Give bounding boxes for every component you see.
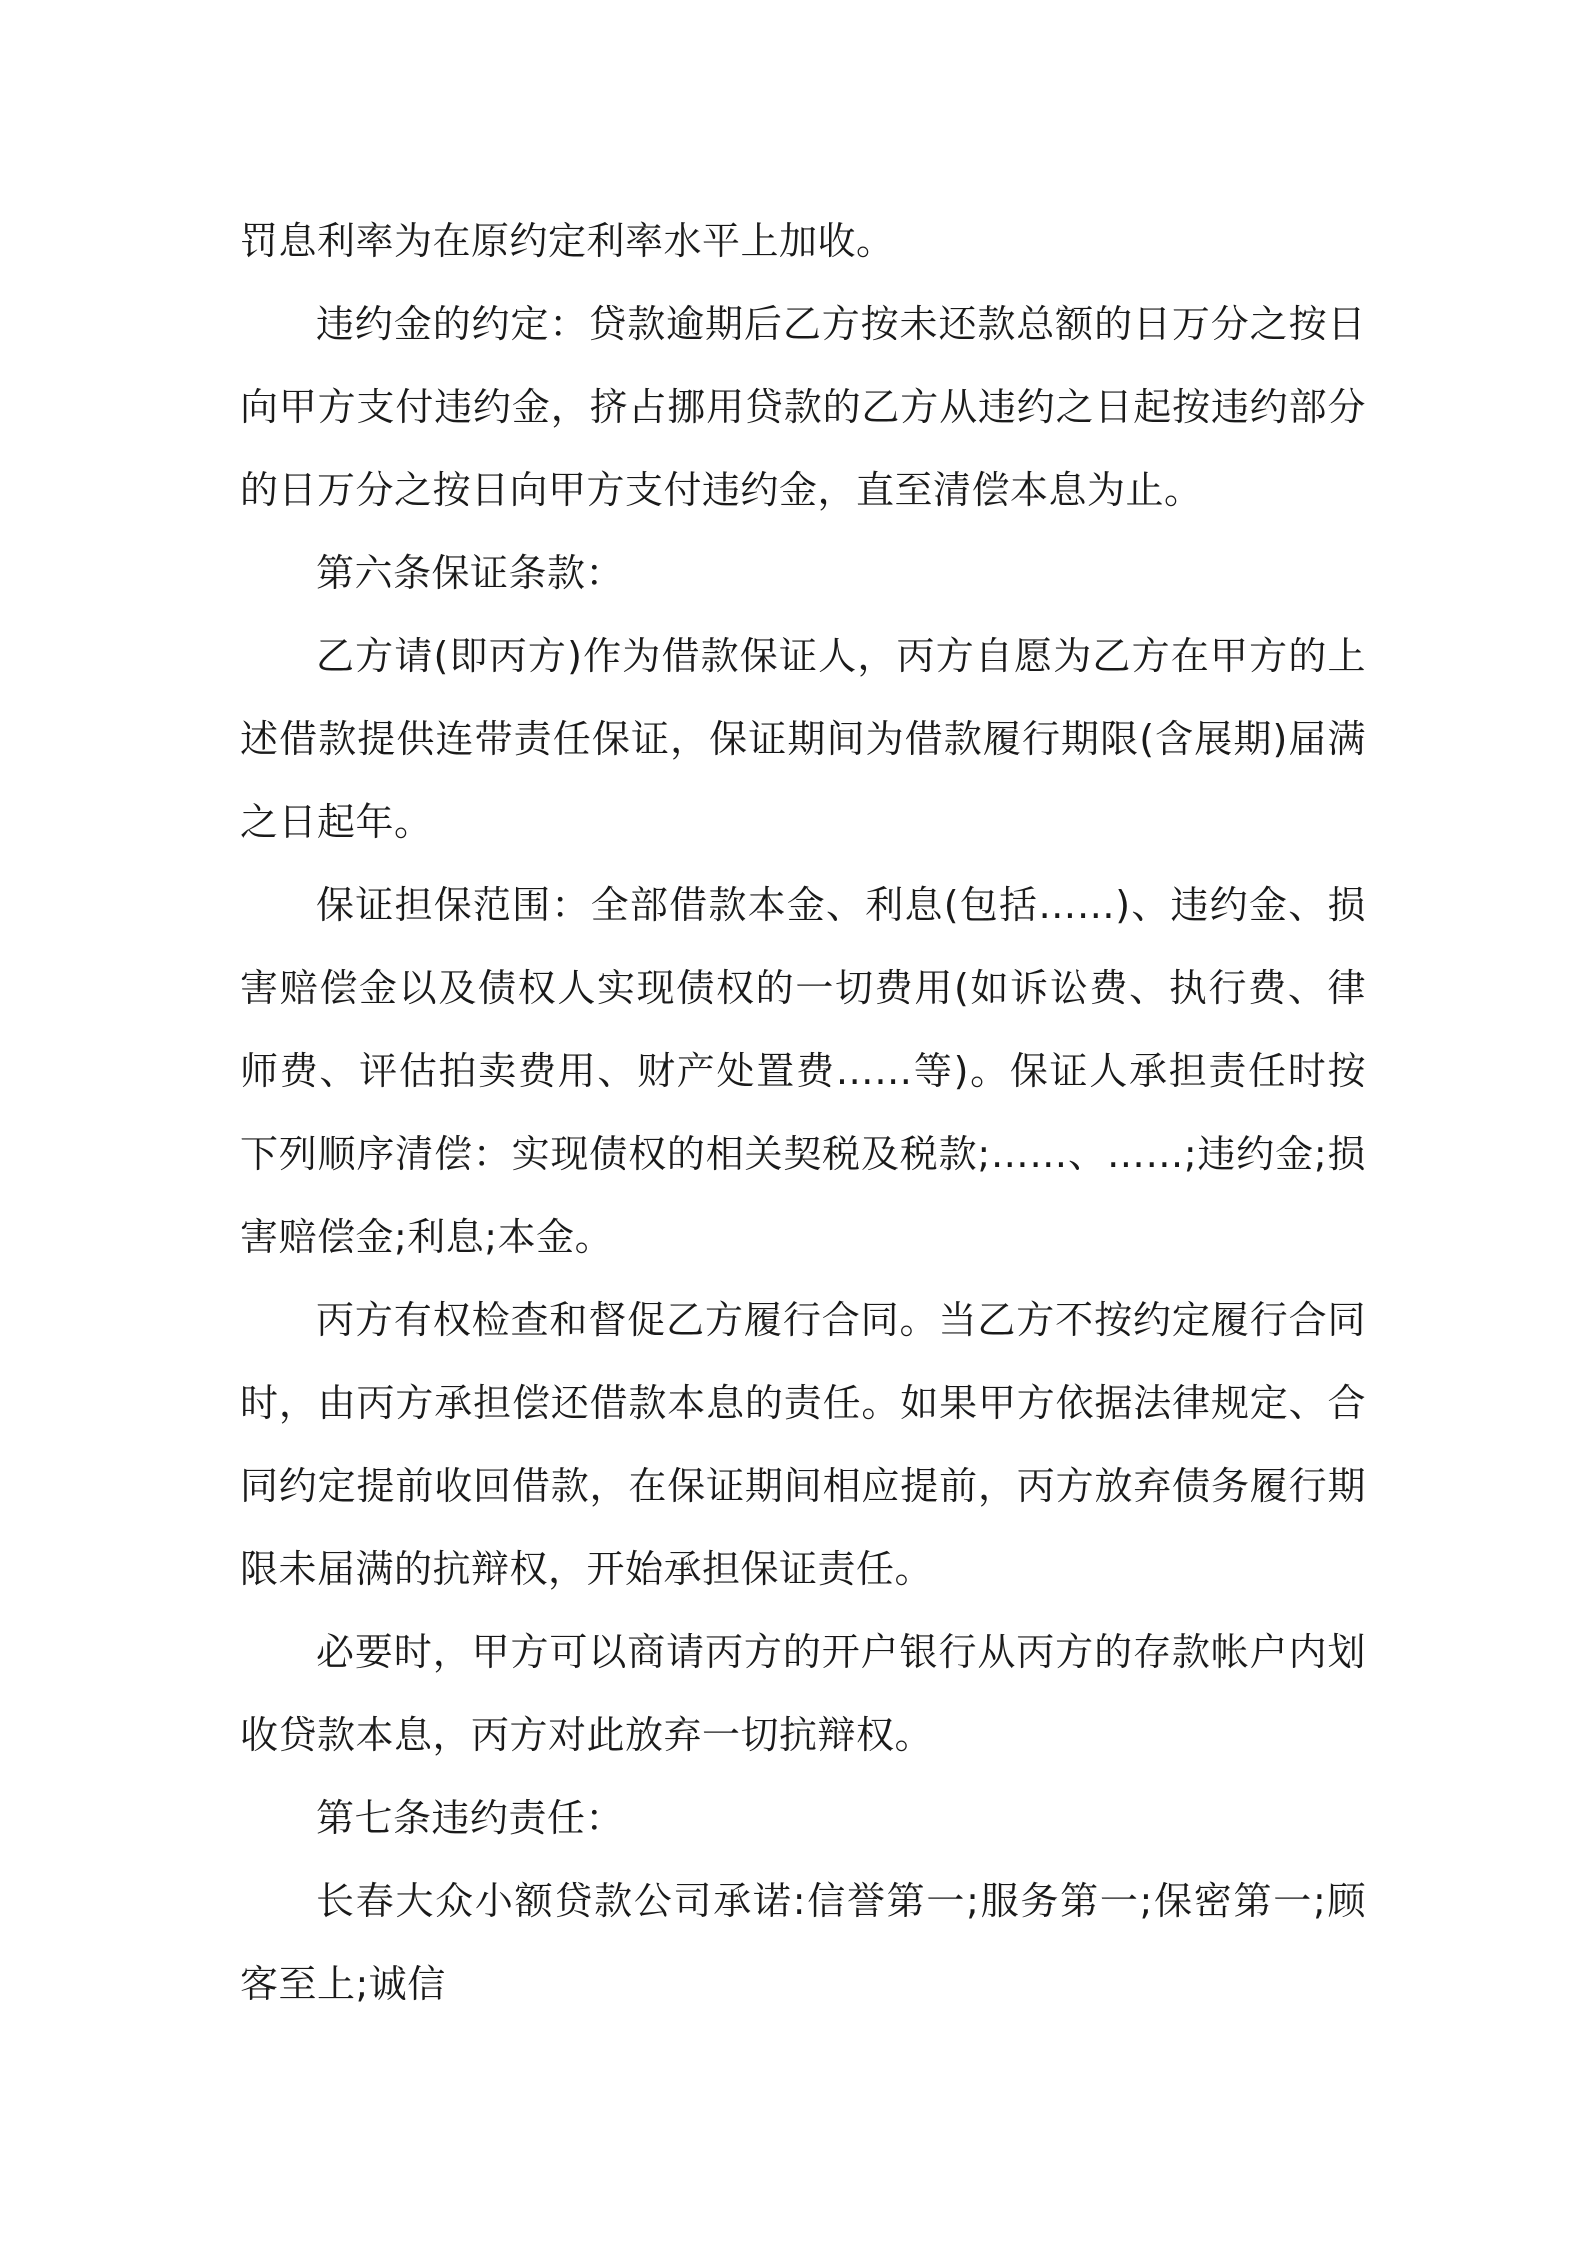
paragraph-company-commitment: 长春大众小额贷款公司承诺:信誉第一;服务第一;保密第一;顾客至上;诚信 — [240, 1879, 1366, 2006]
paragraph-liquidated-damages: 违约金的约定：贷款逾期后乙方按未还款总额的日万分之按日向甲方支付违约金，挤占挪用贷款的乙方从违约之日起按违约部分的日万分之按日向甲方支付违约金，直至清偿本息为止。 — [240, 302, 1366, 512]
paragraph-guarantee-scope: 保证担保范围：全部借款本金、利息(包括……)、违约金、损害赔偿金以及债权人实现债权的一切费用(如诉讼费、执行费、律师费、评估拍卖费用、财产处置费……等)。保证人承担责任时按下列顺序清偿：实现债权的相关契税及税款;……、……;违约金;损害赔偿金;利息;本金。 — [240, 883, 1366, 1259]
paragraph-guarantor: 乙方请(即丙方)作为借款保证人，丙方自愿为乙方在甲方的上述借款提供连带责任保证，保证期间为借款履行期限(含展期)届满之日起年。 — [240, 634, 1366, 844]
document-body — [240, 200, 1366, 2026]
paragraph-bank-deduction: 必要时，甲方可以商请丙方的开户银行从丙方的存款帐户内划收贷款本息，丙方对此放弃一切抗辩权。 — [240, 1630, 1366, 1757]
paragraph-guarantor-rights: 丙方有权检查和督促乙方履行合同。当乙方不按约定履行合同时，由丙方承担偿还借款本息的责任。如果甲方依据法律规定、合同约定提前收回借款，在保证期间相应提前，丙方放弃债务履行期限未届满的抗辩权，开始承担保证责任。 — [240, 1298, 1366, 1591]
paragraph-penalty-rate: 罚息利率为在原约定利率水平上加收。 — [240, 219, 895, 263]
heading-article-seven: 第七条违约责任： — [316, 1796, 625, 1840]
heading-article-six: 第六条保证条款： — [316, 551, 625, 595]
